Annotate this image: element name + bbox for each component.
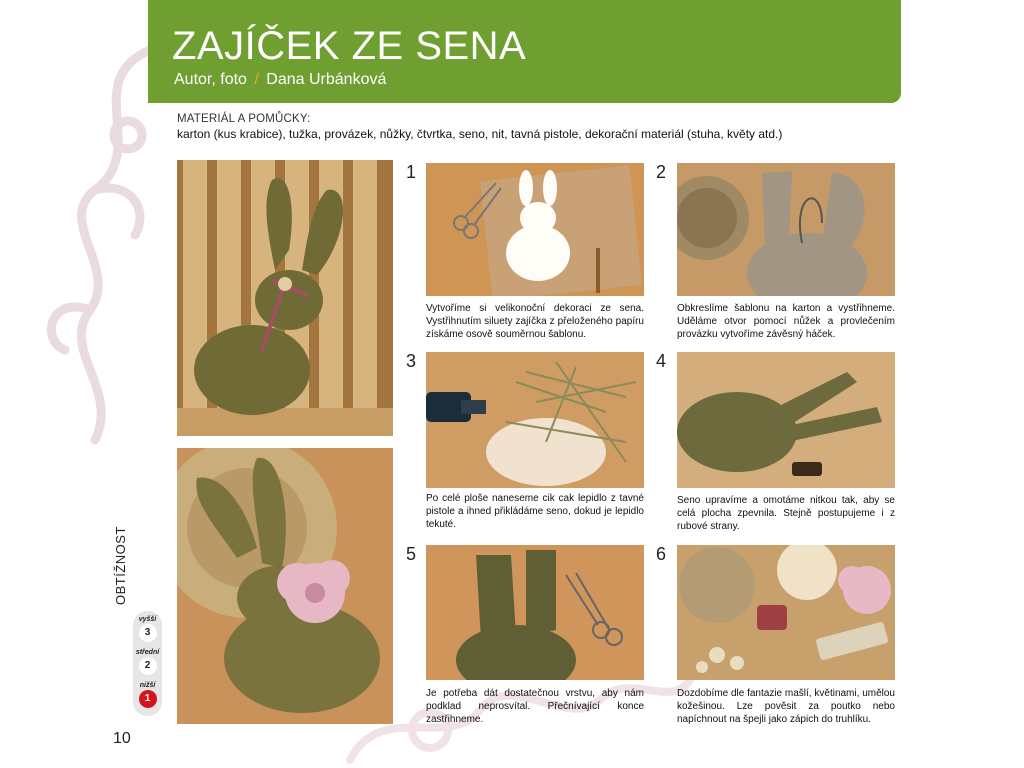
difficulty-value: 2 — [139, 657, 157, 675]
main-photo-bunny-on-crate — [177, 160, 393, 436]
step-3-caption: Po celé ploše naneseme cik cak lepidlo z tavné pistole a ihned přikládáme seno, dokud je lepidlo tekuté. — [426, 493, 644, 530]
byline-prefix: Autor, foto — [174, 71, 247, 88]
difficulty-label: OBTÍŽNOST — [113, 526, 128, 605]
difficulty-value-selected: 1 — [139, 690, 157, 708]
step-6-caption: Dozdobíme dle fantazie mašlí, květinami, umělou kožešinou. Lze pověsit za poutko nebo napíchnout na špejli jako zápich do truhlíku. — [677, 688, 895, 725]
step-2-photo — [677, 163, 895, 296]
difficulty-level-high — [133, 616, 162, 642]
step-4-photo — [677, 352, 895, 488]
step-3-photo — [426, 352, 644, 488]
step-number-5: 5 — [406, 544, 417, 564]
difficulty-word: střední — [135, 649, 160, 656]
difficulty-word: nižší — [139, 682, 156, 689]
step-number-4: 4 — [656, 351, 667, 371]
step-6-photo — [677, 545, 895, 680]
materials-list: karton (kus krabice), tužka, provázek, nůžky, čtvrtka, seno, nit, tavná pistole, dekorační materiál (stuha, květy atd.) — [177, 127, 783, 141]
step-4-caption: Seno upravíme a omotáme nitkou tak, aby se celá plocha zpevnila. Stejně postupujeme i z rubové strany. — [677, 495, 895, 532]
step-1-photo — [426, 163, 644, 296]
step-1-caption: Vytvoříme si velikonoční dekoraci ze sena. Vystřihnutím siluety zajíčka z přeloženého papíru získáme osově souměrnou šablonu. — [426, 303, 644, 340]
step-5-photo — [426, 545, 644, 680]
byline — [174, 72, 386, 88]
step-2-caption: Obkreslíme šablonu na karton a vystřihneme. Uděláme otvor pomocí nůžek a provlečením provázku vytvoříme závěsný háček. — [677, 303, 895, 340]
materials-label: MATERIÁL A POMŮCKY: — [177, 113, 311, 125]
step-number-2: 2 — [656, 162, 667, 182]
page-title: ZAJÍČEK ZE SENA — [172, 24, 527, 68]
step-number-6: 6 — [656, 544, 667, 564]
page-number: 10 — [113, 730, 131, 747]
difficulty-word: vyšší — [138, 616, 157, 623]
decorative-swirl-left — [0, 40, 175, 460]
header-banner — [148, 0, 901, 103]
step-5-caption: Je potřeba dát dostatečnou vrstvu, aby nám podklad neprosvítal. Přečnívající konce zastřihneme. — [426, 688, 644, 725]
difficulty-level-medium — [133, 649, 162, 675]
difficulty-level-low — [133, 682, 162, 708]
main-photo-bunny-with-flower — [177, 448, 393, 724]
step-number-3: 3 — [406, 351, 417, 371]
byline-author: Dana Urbánková — [266, 71, 387, 88]
difficulty-scale — [133, 611, 162, 716]
byline-separator: / — [254, 71, 259, 88]
step-number-1: 1 — [406, 162, 417, 182]
difficulty-value: 3 — [139, 624, 157, 642]
